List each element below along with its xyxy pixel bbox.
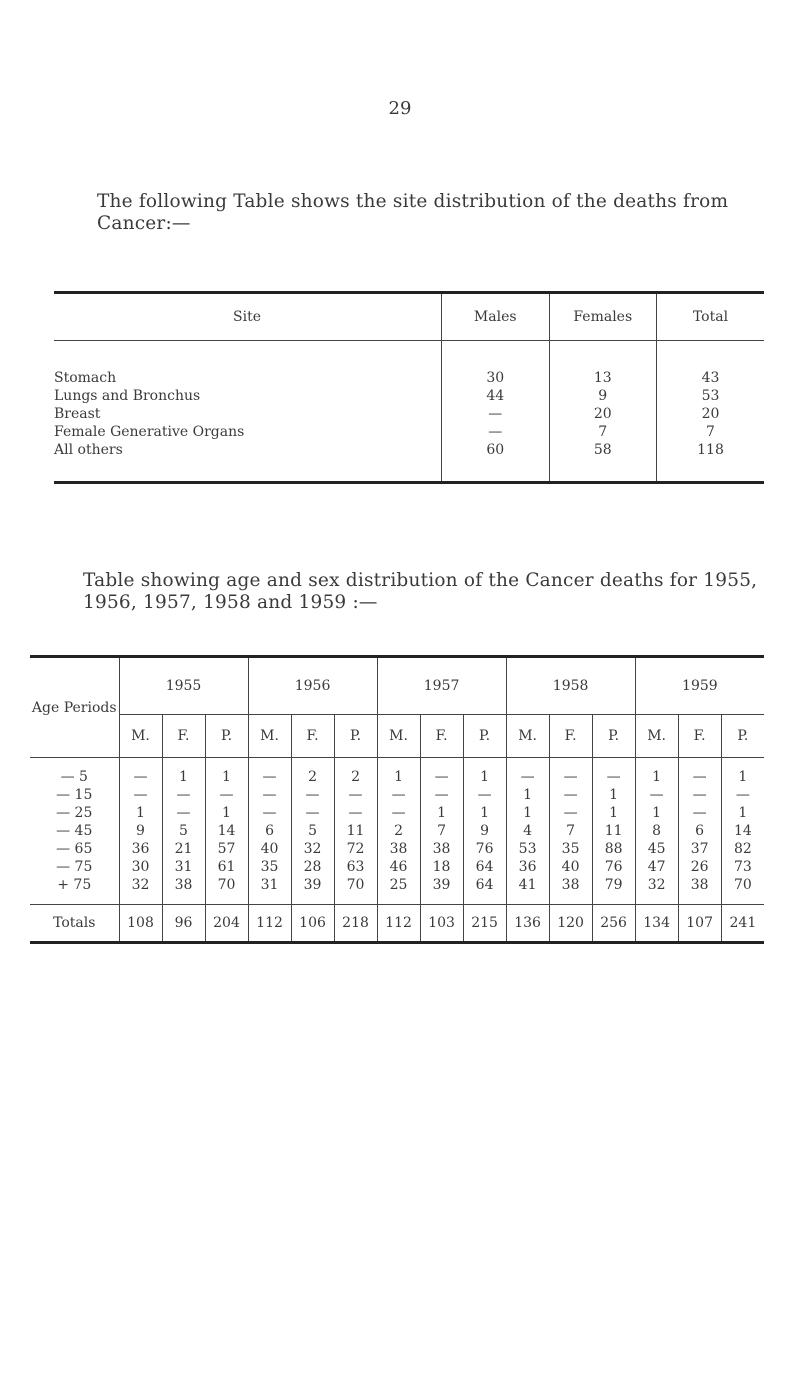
age-cell: 38 [377, 840, 420, 858]
total-cell: 241 [721, 905, 764, 943]
site-females-value: 58 [549, 441, 657, 459]
age-cell: — [119, 786, 162, 804]
sex-subheader: M. [119, 715, 162, 758]
site-males-value: 44 [442, 387, 550, 405]
age-cell: 1 [592, 804, 635, 822]
age-cell: 1 [721, 804, 764, 822]
age-table-intro: Table showing age and sex distribution of the Cancer deaths for 1955, 1956, 1957, 1958 and 1959 :— [83, 570, 758, 613]
site-males-value: 30 [442, 369, 550, 387]
site-total-value: 20 [657, 405, 765, 423]
total-cell: 112 [377, 905, 420, 943]
age-period-label: — 5 [60, 769, 88, 785]
age-cell: — [162, 804, 205, 822]
age-cell: 1 [463, 768, 506, 786]
age-cell: — [506, 768, 549, 786]
sex-subheader: F. [420, 715, 463, 758]
age-cell: — [162, 786, 205, 804]
age-cell: 39 [291, 876, 334, 894]
age-cell: 32 [119, 876, 162, 894]
age-period-label: — 15 [56, 787, 93, 803]
age-cell: 32 [291, 840, 334, 858]
age-cell: — [248, 786, 291, 804]
age-cell: 2 [291, 768, 334, 786]
total-cell: 96 [162, 905, 205, 943]
age-cell: — [549, 786, 592, 804]
sex-subheader: F. [291, 715, 334, 758]
age-cell: — [721, 786, 764, 804]
age-period-label: — 75 [56, 859, 93, 875]
age-cell: — [119, 768, 162, 786]
age-cell: 70 [721, 876, 764, 894]
age-cell: — [678, 768, 721, 786]
site-name: Female Generative Organs [54, 424, 245, 440]
totals-label: Totals [30, 905, 119, 943]
year-header: 1959 [635, 657, 764, 715]
age-cell: 2 [334, 768, 377, 786]
totals-row [30, 905, 764, 943]
age-cell: 11 [592, 822, 635, 840]
age-cell: 70 [205, 876, 248, 894]
age-cell: 5 [291, 822, 334, 840]
site-males-value: — [442, 423, 550, 441]
site-table-intro: The following Table shows the site distribution of the deaths from Cancer:— [97, 191, 729, 234]
sex-subheader: P. [592, 715, 635, 758]
sex-subheader: M. [377, 715, 420, 758]
age-cell: 9 [119, 822, 162, 840]
age-cell: 73 [721, 858, 764, 876]
total-cell: 103 [420, 905, 463, 943]
age-cell: 1 [119, 804, 162, 822]
age-cell: 9 [463, 822, 506, 840]
total-cell: 108 [119, 905, 162, 943]
total-cell: 204 [205, 905, 248, 943]
sex-subheader: P. [463, 715, 506, 758]
age-cell: 70 [334, 876, 377, 894]
age-cell: — [678, 786, 721, 804]
sex-subheader: M. [506, 715, 549, 758]
age-cell: 7 [549, 822, 592, 840]
age-period-label: — 45 [56, 823, 93, 839]
age-cell: — [248, 768, 291, 786]
age-cell: 40 [549, 858, 592, 876]
age-cell: 61 [205, 858, 248, 876]
site-distribution-table [54, 291, 764, 484]
site-males-value: — [442, 405, 550, 423]
age-cell: 1 [420, 804, 463, 822]
age-cell: 1 [592, 786, 635, 804]
age-cell: 72 [334, 840, 377, 858]
total-cell: 107 [678, 905, 721, 943]
age-row [30, 822, 764, 840]
site-males-value: 60 [442, 441, 550, 459]
age-cell: 21 [162, 840, 205, 858]
site-females-value: 7 [549, 423, 657, 441]
age-cell: 39 [420, 876, 463, 894]
age-cell: 5 [162, 822, 205, 840]
age-sex-distribution-table [30, 655, 764, 944]
age-cell: 64 [463, 858, 506, 876]
age-cell: — [678, 804, 721, 822]
age-cell: 57 [205, 840, 248, 858]
age-cell: 35 [248, 858, 291, 876]
age-cell: 6 [678, 822, 721, 840]
site-row [54, 387, 764, 405]
sex-subheader: P. [334, 715, 377, 758]
age-row [30, 768, 764, 786]
age-cell: 35 [549, 840, 592, 858]
age-cell: 41 [506, 876, 549, 894]
year-header: 1958 [506, 657, 635, 715]
age-cell: 37 [678, 840, 721, 858]
age-cell: 1 [205, 804, 248, 822]
site-name: Stomach [54, 370, 117, 386]
age-cell: 1 [635, 768, 678, 786]
age-cell: 76 [463, 840, 506, 858]
age-cell: 31 [248, 876, 291, 894]
age-period-label: + 75 [57, 877, 92, 893]
age-cell: — [291, 786, 334, 804]
age-cell: — [377, 786, 420, 804]
site-row [54, 369, 764, 387]
age-row [30, 858, 764, 876]
year-header: 1957 [377, 657, 506, 715]
age-cell: 11 [334, 822, 377, 840]
age-cell: 25 [377, 876, 420, 894]
total-cell: 215 [463, 905, 506, 943]
site-total-value: 53 [657, 387, 765, 405]
age-cell: 7 [420, 822, 463, 840]
site-row [54, 423, 764, 441]
age-cell: 4 [506, 822, 549, 840]
age-cell: — [420, 786, 463, 804]
site-total-value: 118 [657, 441, 765, 459]
total-cell: 256 [592, 905, 635, 943]
age-cell: 28 [291, 858, 334, 876]
age-row [30, 804, 764, 822]
age-cell: 88 [592, 840, 635, 858]
year-header: 1956 [248, 657, 377, 715]
age-row [30, 876, 764, 894]
sex-subheader: F. [162, 715, 205, 758]
sex-subheader: M. [635, 715, 678, 758]
age-cell: — [334, 804, 377, 822]
age-cell: — [635, 786, 678, 804]
total-cell: 134 [635, 905, 678, 943]
age-cell: 38 [162, 876, 205, 894]
age-cell: 53 [506, 840, 549, 858]
age-cell: 1 [721, 768, 764, 786]
site-name: Lungs and Bronchus [54, 388, 201, 404]
site-total-value: 43 [657, 369, 765, 387]
age-cell: 30 [119, 858, 162, 876]
age-cell: 6 [248, 822, 291, 840]
age-cell: 46 [377, 858, 420, 876]
age-period-label: — 65 [56, 841, 93, 857]
age-cell: 45 [635, 840, 678, 858]
age-cell: 1 [377, 768, 420, 786]
age-cell: — [549, 768, 592, 786]
age-cell: 64 [463, 876, 506, 894]
year-header: 1955 [119, 657, 248, 715]
total-cell: 120 [549, 905, 592, 943]
site-row [54, 405, 764, 423]
site-females-value: 9 [549, 387, 657, 405]
age-cell: 38 [420, 840, 463, 858]
age-cell: — [420, 768, 463, 786]
total-header: Total [657, 293, 765, 341]
age-cell: — [377, 804, 420, 822]
age-cell: 18 [420, 858, 463, 876]
age-cell: 38 [549, 876, 592, 894]
age-cell: — [291, 804, 334, 822]
age-cell: — [248, 804, 291, 822]
site-total-value: 7 [657, 423, 765, 441]
age-cell: 1 [506, 786, 549, 804]
site-row [54, 441, 764, 459]
age-cell: 1 [506, 804, 549, 822]
females-header: Females [549, 293, 657, 341]
age-cell: 1 [205, 768, 248, 786]
age-cell: — [334, 786, 377, 804]
age-cell: 8 [635, 822, 678, 840]
age-cell: 14 [721, 822, 764, 840]
age-period-label: — 25 [56, 805, 93, 821]
total-cell: 112 [248, 905, 291, 943]
age-cell: — [463, 786, 506, 804]
sex-subheader: M. [248, 715, 291, 758]
age-cell: — [205, 786, 248, 804]
age-cell: 32 [635, 876, 678, 894]
age-cell: 1 [162, 768, 205, 786]
sex-subheader: P. [205, 715, 248, 758]
total-cell: 106 [291, 905, 334, 943]
age-row [30, 786, 764, 804]
age-cell: — [549, 804, 592, 822]
age-cell: 82 [721, 840, 764, 858]
age-cell: 38 [678, 876, 721, 894]
age-cell: 47 [635, 858, 678, 876]
age-row [30, 840, 764, 858]
age-cell: 36 [506, 858, 549, 876]
age-cell: 1 [463, 804, 506, 822]
sex-subheader: P. [721, 715, 764, 758]
age-cell: 76 [592, 858, 635, 876]
age-cell: 2 [377, 822, 420, 840]
age-periods-header: Age Periods [30, 657, 119, 758]
age-cell: 63 [334, 858, 377, 876]
age-cell: 40 [248, 840, 291, 858]
age-cell: 1 [635, 804, 678, 822]
site-name: All others [54, 442, 123, 458]
site-header: Site [54, 293, 442, 341]
site-name: Breast [54, 406, 101, 422]
sex-subheader: F. [549, 715, 592, 758]
age-cell: — [592, 768, 635, 786]
age-cell: 14 [205, 822, 248, 840]
age-cell: 26 [678, 858, 721, 876]
total-cell: 218 [334, 905, 377, 943]
age-cell: 36 [119, 840, 162, 858]
sex-subheader: F. [678, 715, 721, 758]
site-females-value: 20 [549, 405, 657, 423]
age-cell: 31 [162, 858, 205, 876]
page-number: 29 [388, 98, 412, 119]
males-header: Males [442, 293, 550, 341]
age-cell: 79 [592, 876, 635, 894]
total-cell: 136 [506, 905, 549, 943]
site-females-value: 13 [549, 369, 657, 387]
